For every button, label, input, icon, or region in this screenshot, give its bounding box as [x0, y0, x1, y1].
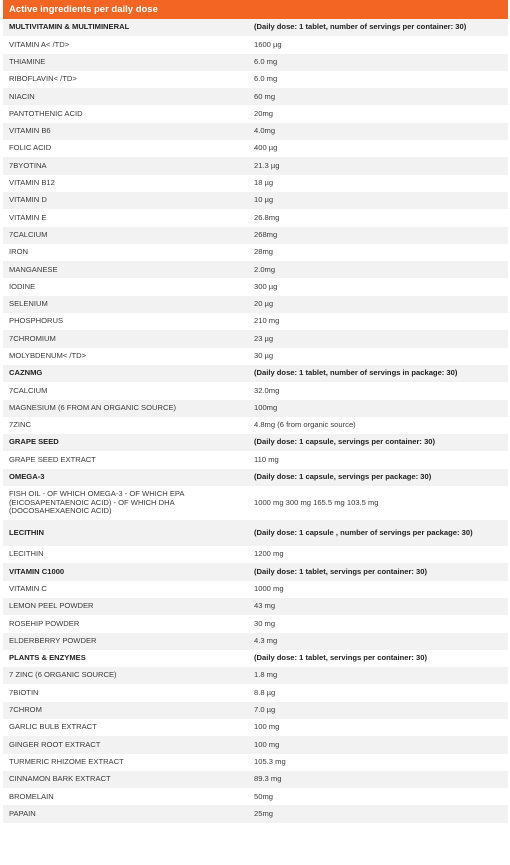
ingredient-name: PANTOTHENIC ACID: [3, 105, 248, 122]
ingredient-amount: 1000 mg: [248, 581, 508, 598]
table-row: [3, 105, 508, 122]
table-row: [3, 261, 508, 278]
ingredient-amount: 268mg: [248, 227, 508, 244]
section-row: [3, 434, 508, 451]
ingredient-name: BROMELAIN: [3, 788, 248, 805]
table-row: [3, 36, 508, 53]
ingredient-amount: (Daily dose: 1 tablet, number of servings per container: 30): [248, 19, 508, 36]
table-row: [3, 54, 508, 71]
ingredient-amount: 43 mg: [248, 598, 508, 615]
ingredient-amount: (Daily dose: 1 tablet, servings per container: 30): [248, 650, 508, 667]
ingredient-amount: 300 µg: [248, 278, 508, 295]
section-row: [3, 19, 508, 36]
ingredient-name: GINGER ROOT EXTRACT: [3, 736, 248, 753]
ingredient-name: VITAMIN B12: [3, 175, 248, 192]
ingredient-name: FISH OIL - OF WHICH OMEGA-3 - OF WHICH EPA (EICOSAPENTAENOIC ACID) - OF WHICH DHA (DOCOSAHEXAENOIC ACID): [3, 486, 248, 520]
table-row: [3, 684, 508, 701]
ingredient-name: 7CHROM: [3, 702, 248, 719]
ingredient-name: GRAPE SEED EXTRACT: [3, 451, 248, 468]
ingredient-name: 7CHROMIUM: [3, 330, 248, 347]
table-row: [3, 123, 508, 140]
ingredient-amount: 210 mg: [248, 313, 508, 330]
table-row: [3, 615, 508, 632]
section-row: [3, 469, 508, 486]
ingredient-amount: 4.3 mg: [248, 633, 508, 650]
table-row: [3, 227, 508, 244]
ingredient-amount: 6.0 mg: [248, 71, 508, 88]
ingredient-name: CAZNMG: [3, 365, 248, 382]
ingredient-name: VITAMIN B6: [3, 123, 248, 140]
table-row: [3, 296, 508, 313]
table-title: Active ingredients per daily dose: [3, 0, 508, 19]
ingredient-amount: 8.8 µg: [248, 684, 508, 701]
table-row: [3, 546, 508, 563]
table-row: [3, 140, 508, 157]
ingredient-name: TURMERIC RHIZOME EXTRACT: [3, 754, 248, 771]
ingredient-amount: 18 µg: [248, 175, 508, 192]
table-row: [3, 417, 508, 434]
table-row: [3, 382, 508, 399]
ingredient-amount: 4.8mg (6 from organic source): [248, 417, 508, 434]
ingredient-amount: 25mg: [248, 805, 508, 822]
table-row: [3, 754, 508, 771]
ingredient-name: 7BIOTIN: [3, 684, 248, 701]
ingredient-amount: 60 mg: [248, 88, 508, 105]
table-row: [3, 209, 508, 226]
ingredient-name: 7CALCIUM: [3, 227, 248, 244]
ingredient-amount: (Daily dose: 1 tablet, servings per container: 30): [248, 563, 508, 580]
ingredient-name: 7BYOTINA: [3, 157, 248, 174]
table-row: [3, 805, 508, 822]
ingredient-amount: 1600 µg: [248, 36, 508, 53]
ingredient-name: ELDERBERRY POWDER: [3, 633, 248, 650]
table-row: [3, 348, 508, 365]
ingredient-name: PHOSPHORUS: [3, 313, 248, 330]
ingredient-name: NIACIN: [3, 88, 248, 105]
section-row: [3, 365, 508, 382]
ingredient-amount: 50mg: [248, 788, 508, 805]
ingredient-name: IRON: [3, 244, 248, 261]
ingredient-amount: 1.8 mg: [248, 667, 508, 684]
ingredient-name: THIAMINE: [3, 54, 248, 71]
ingredient-name: VITAMIN D: [3, 192, 248, 209]
ingredient-name: ROSEHIP POWDER: [3, 615, 248, 632]
section-row: [3, 563, 508, 580]
ingredients-panel: [3, 0, 508, 823]
ingredients-table-body: [3, 19, 508, 823]
ingredient-amount: 110 mg: [248, 451, 508, 468]
ingredients-table: [3, 19, 508, 823]
ingredient-name: 7 ZINC (6 ORGANIC SOURCE): [3, 667, 248, 684]
table-row: [3, 192, 508, 209]
table-row: [3, 330, 508, 347]
ingredient-name: GRAPE SEED: [3, 434, 248, 451]
table-row: [3, 667, 508, 684]
ingredient-amount: 100 mg: [248, 736, 508, 753]
ingredient-amount: 400 µg: [248, 140, 508, 157]
table-row: [3, 88, 508, 105]
ingredient-name: VITAMIN C1000: [3, 563, 248, 580]
table-row: [3, 719, 508, 736]
ingredient-amount: (Daily dose: 1 tablet, number of servings in package: 30): [248, 365, 508, 382]
ingredient-amount: 21.3 µg: [248, 157, 508, 174]
ingredient-name: FOLIC ACID: [3, 140, 248, 157]
ingredient-name: VITAMIN A< /TD>: [3, 36, 248, 53]
ingredient-name: GARLIC BULB EXTRACT: [3, 719, 248, 736]
ingredient-amount: 30 µg: [248, 348, 508, 365]
ingredient-amount: 20 µg: [248, 296, 508, 313]
table-row: [3, 278, 508, 295]
table-row: [3, 71, 508, 88]
ingredient-name: 7ZINC: [3, 417, 248, 434]
ingredient-amount: 105.3 mg: [248, 754, 508, 771]
section-row: [3, 520, 508, 546]
table-row: [3, 157, 508, 174]
ingredient-name: LEMON PEEL POWDER: [3, 598, 248, 615]
ingredient-amount: 26.8mg: [248, 209, 508, 226]
ingredient-name: SELENIUM: [3, 296, 248, 313]
ingredient-name: VITAMIN C: [3, 581, 248, 598]
ingredient-name: PLANTS & ENZYMES: [3, 650, 248, 667]
ingredient-amount: 1200 mg: [248, 546, 508, 563]
ingredient-amount: 10 µg: [248, 192, 508, 209]
ingredient-amount: 7.0 µg: [248, 702, 508, 719]
ingredient-amount: 100mg: [248, 400, 508, 417]
table-row: [3, 175, 508, 192]
section-row: [3, 650, 508, 667]
table-row: [3, 788, 508, 805]
ingredient-amount: 1000 mg 300 mg 165.5 mg 103.5 mg: [248, 486, 508, 520]
ingredient-amount: 23 µg: [248, 330, 508, 347]
ingredient-name: CINNAMON BARK EXTRACT: [3, 771, 248, 788]
ingredient-amount: 100 mg: [248, 719, 508, 736]
table-row: [3, 244, 508, 261]
ingredient-name: MULTIVITAMIN & MULTIMINERAL: [3, 19, 248, 36]
ingredient-amount: 2.0mg: [248, 261, 508, 278]
ingredient-name: 7CALCIUM: [3, 382, 248, 399]
ingredient-amount: 28mg: [248, 244, 508, 261]
ingredient-amount: 89.3 mg: [248, 771, 508, 788]
ingredient-name: OMEGA-3: [3, 469, 248, 486]
ingredient-name: IODINE: [3, 278, 248, 295]
ingredient-name: MOLYBDENUM< /TD>: [3, 348, 248, 365]
ingredient-amount: 30 mg: [248, 615, 508, 632]
ingredient-name: PAPAIN: [3, 805, 248, 822]
ingredient-name: RIBOFLAVIN< /TD>: [3, 71, 248, 88]
table-row: [3, 702, 508, 719]
table-row: [3, 451, 508, 468]
table-row: [3, 633, 508, 650]
table-row: [3, 486, 508, 520]
ingredient-amount: (Daily dose: 1 capsule , number of servings per package: 30): [248, 520, 508, 546]
table-row: [3, 400, 508, 417]
ingredient-name: VITAMIN E: [3, 209, 248, 226]
ingredient-name: MANGANESE: [3, 261, 248, 278]
ingredient-amount: (Daily dose: 1 capsule, servings per package: 30): [248, 469, 508, 486]
ingredient-amount: 4.0mg: [248, 123, 508, 140]
ingredient-name: LECITHIN: [3, 546, 248, 563]
table-row: [3, 771, 508, 788]
ingredient-name: LECITHIN: [3, 520, 248, 546]
ingredient-amount: 20mg: [248, 105, 508, 122]
table-row: [3, 736, 508, 753]
table-row: [3, 313, 508, 330]
table-row: [3, 581, 508, 598]
table-row: [3, 598, 508, 615]
ingredient-name: MAGNESIUM (6 FROM AN ORGANIC SOURCE): [3, 400, 248, 417]
ingredient-amount: 32.0mg: [248, 382, 508, 399]
ingredient-amount: 6.0 mg: [248, 54, 508, 71]
ingredient-amount: (Daily dose: 1 capsule, servings per container: 30): [248, 434, 508, 451]
